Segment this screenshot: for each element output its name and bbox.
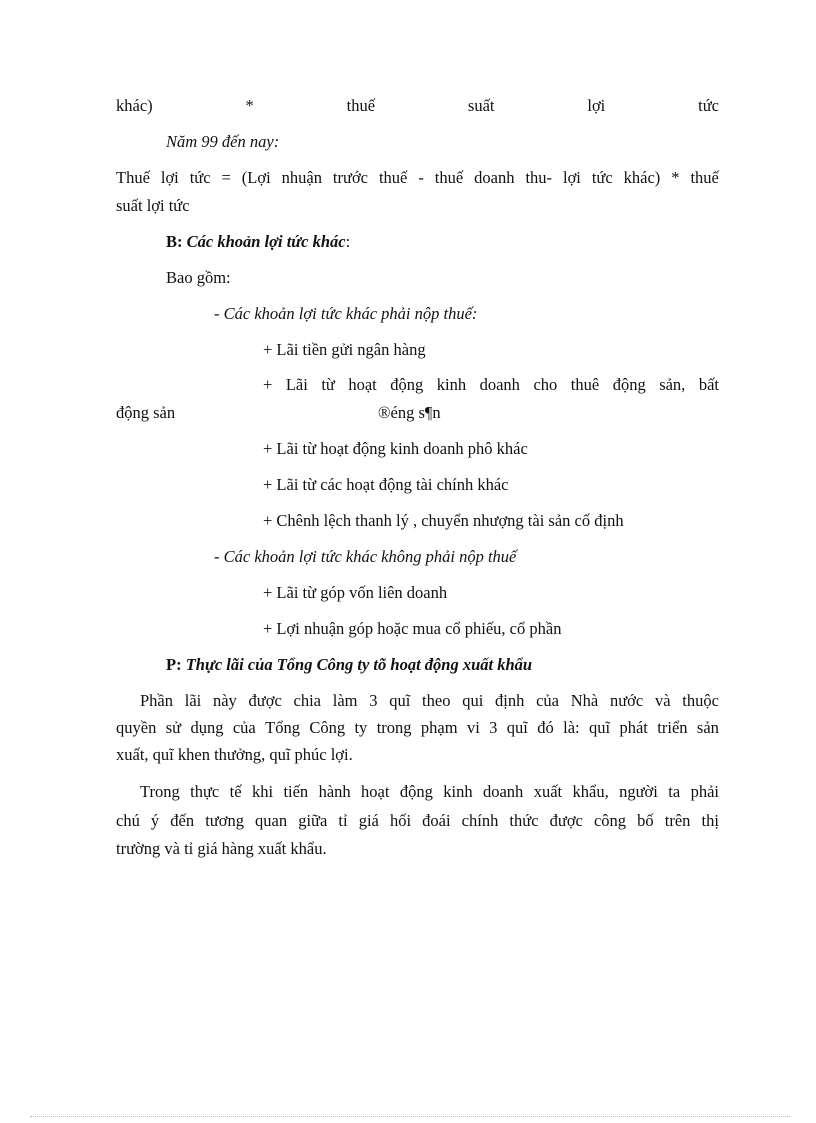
word: được bbox=[549, 811, 583, 830]
word: (Lợi bbox=[241, 168, 271, 187]
word: hành bbox=[318, 782, 351, 801]
paragraph-2-line-2 bbox=[116, 811, 719, 831]
word: được bbox=[248, 691, 282, 710]
paragraph-1-line-2 bbox=[116, 718, 719, 738]
word: ty bbox=[354, 718, 368, 737]
word: tỉ bbox=[338, 811, 348, 830]
word: hoạt bbox=[348, 375, 377, 394]
section-b-label: B: bbox=[166, 232, 187, 251]
word: trong bbox=[376, 718, 412, 737]
word: từ bbox=[321, 375, 335, 394]
word: khác) bbox=[623, 168, 661, 187]
word: sản, bbox=[659, 375, 686, 394]
word: nước bbox=[609, 691, 644, 710]
word: tương bbox=[205, 811, 244, 830]
word: doanh bbox=[482, 782, 524, 801]
word: tế bbox=[229, 782, 242, 801]
paragraph-1-line-1 bbox=[140, 691, 719, 711]
word: khác) bbox=[116, 96, 153, 115]
word: chia bbox=[293, 691, 321, 710]
word: kinh bbox=[436, 375, 467, 394]
includes-label: Bao gồm: bbox=[166, 268, 231, 287]
list-item: + Lãi từ hoạt động kinh doanh phô khác bbox=[263, 439, 528, 458]
word: thuế bbox=[690, 168, 719, 187]
word: nhuận bbox=[281, 168, 322, 187]
list-item: + Lãi từ góp vốn liên doanh bbox=[263, 583, 448, 602]
word: là: bbox=[563, 718, 580, 737]
word: lãi bbox=[184, 691, 202, 710]
word: quĩ bbox=[589, 718, 611, 737]
word: làm bbox=[332, 691, 358, 710]
paragraph-2-line-3: trường và tỉ giá hàng xuất khẩu. bbox=[116, 839, 327, 858]
section-b-heading bbox=[166, 232, 350, 252]
word: hối bbox=[389, 811, 412, 830]
word: giữa bbox=[298, 811, 328, 830]
word: thuộc bbox=[682, 691, 719, 710]
garbled-text: ®éng s¶n bbox=[378, 403, 441, 422]
list-item: + Lãi tiền gửi ngân hàng bbox=[263, 340, 426, 359]
list-item: + Lãi từ các hoạt động tài chính khác bbox=[263, 475, 509, 494]
word: thuế bbox=[434, 168, 464, 187]
word: lợi bbox=[160, 168, 179, 187]
word: tức bbox=[698, 96, 719, 115]
word: chú bbox=[116, 811, 140, 830]
word: động bbox=[612, 375, 646, 394]
taxable-heading: - Các khoản lợi tức khác phải nộp thuế: bbox=[214, 304, 478, 323]
word: quĩ bbox=[389, 691, 411, 710]
word: thị bbox=[701, 811, 719, 830]
section-p-title: Thực lãi của Tổng Công ty tõ hoạt động xuất khẩu bbox=[185, 655, 533, 674]
word: thực bbox=[190, 782, 220, 801]
word: Thuế bbox=[116, 168, 150, 187]
word: triển bbox=[657, 718, 688, 737]
word: * bbox=[245, 96, 254, 115]
word: giá bbox=[358, 811, 379, 830]
formula-line-cont: suất lợi tức bbox=[116, 196, 190, 215]
word: = bbox=[221, 168, 231, 187]
line-justified-1 bbox=[116, 96, 719, 116]
list-item-cont: động sản bbox=[116, 403, 176, 422]
word: vi bbox=[466, 718, 480, 737]
word: tức bbox=[591, 168, 613, 187]
word: trước bbox=[332, 168, 368, 187]
section-b-title: Các khoản lợi tức khác bbox=[186, 232, 346, 251]
word: Công bbox=[309, 718, 346, 737]
word: thuê bbox=[570, 375, 600, 394]
section-b-colon: : bbox=[345, 232, 351, 251]
word: phát bbox=[619, 718, 648, 737]
word: lợi bbox=[562, 168, 581, 187]
word: động bbox=[399, 782, 433, 801]
word: và bbox=[654, 691, 671, 710]
word: - bbox=[418, 168, 424, 187]
word: thu- bbox=[525, 168, 553, 187]
paragraph-1-line-3: xuất, quĩ khen thưởng, quĩ phúc lợi. bbox=[116, 745, 353, 764]
word: công bbox=[593, 811, 627, 830]
word: quan bbox=[255, 811, 288, 830]
word: trên bbox=[664, 811, 691, 830]
period-note: Năm 99 đến nay: bbox=[166, 132, 280, 151]
word: của bbox=[232, 718, 256, 737]
word: xuất bbox=[533, 782, 563, 801]
word: Phần bbox=[140, 691, 173, 710]
word: tiến bbox=[283, 782, 309, 801]
word: lợi bbox=[587, 96, 606, 115]
word: người bbox=[619, 782, 658, 801]
paragraph-2-line-1 bbox=[140, 782, 719, 802]
section-p-heading bbox=[166, 655, 532, 675]
word: này bbox=[212, 691, 237, 710]
word: bất bbox=[698, 375, 719, 394]
section-p-label: P: bbox=[166, 655, 186, 674]
word: đó bbox=[537, 718, 554, 737]
word: định bbox=[495, 691, 525, 710]
word: thuế bbox=[346, 96, 376, 115]
word: phạm bbox=[420, 718, 458, 737]
word: Tổng bbox=[265, 718, 300, 737]
word: tức bbox=[189, 168, 211, 187]
word: + bbox=[263, 375, 273, 394]
word: Lãi bbox=[285, 375, 308, 394]
word: sử bbox=[165, 718, 182, 737]
word: Nhà bbox=[570, 691, 599, 710]
word: hoạt bbox=[361, 782, 390, 801]
word: Trong bbox=[140, 782, 180, 801]
word: 3 bbox=[369, 691, 378, 710]
word: thức bbox=[509, 811, 539, 830]
word: suất bbox=[467, 96, 495, 115]
word: doanh bbox=[479, 375, 520, 394]
nontaxable-heading: - Các khoản lợi tức khác không phải nộp thuế bbox=[214, 547, 517, 566]
word: 3 bbox=[489, 718, 498, 737]
word: ta bbox=[668, 782, 681, 801]
word: ý bbox=[150, 811, 160, 830]
list-item-justified bbox=[263, 375, 719, 395]
word: quyền bbox=[116, 718, 157, 737]
page-bottom-divider bbox=[30, 1116, 790, 1117]
word: phải bbox=[690, 782, 719, 801]
word: theo bbox=[422, 691, 451, 710]
word: qui bbox=[462, 691, 484, 710]
word: bố bbox=[637, 811, 654, 830]
word: khẩu, bbox=[572, 782, 609, 801]
word: cho bbox=[533, 375, 558, 394]
list-item: + Chênh lệch thanh lý , chuyển nhượng tài sản cố định bbox=[263, 511, 624, 530]
list-item: + Lợi nhuận góp hoặc mua cổ phiếu, cổ phần bbox=[263, 619, 562, 638]
word: đoái bbox=[422, 811, 451, 830]
word: quĩ bbox=[506, 718, 528, 737]
word: thuế bbox=[378, 168, 408, 187]
word: của bbox=[536, 691, 559, 710]
word: kinh bbox=[443, 782, 473, 801]
word: * bbox=[671, 168, 680, 187]
formula-line bbox=[116, 168, 719, 188]
word: động bbox=[390, 375, 424, 394]
word: sản bbox=[696, 718, 719, 737]
word: dụng bbox=[190, 718, 224, 737]
word: khi bbox=[251, 782, 274, 801]
word: doanh bbox=[474, 168, 515, 187]
word: chính bbox=[461, 811, 499, 830]
word: đến bbox=[170, 811, 195, 830]
